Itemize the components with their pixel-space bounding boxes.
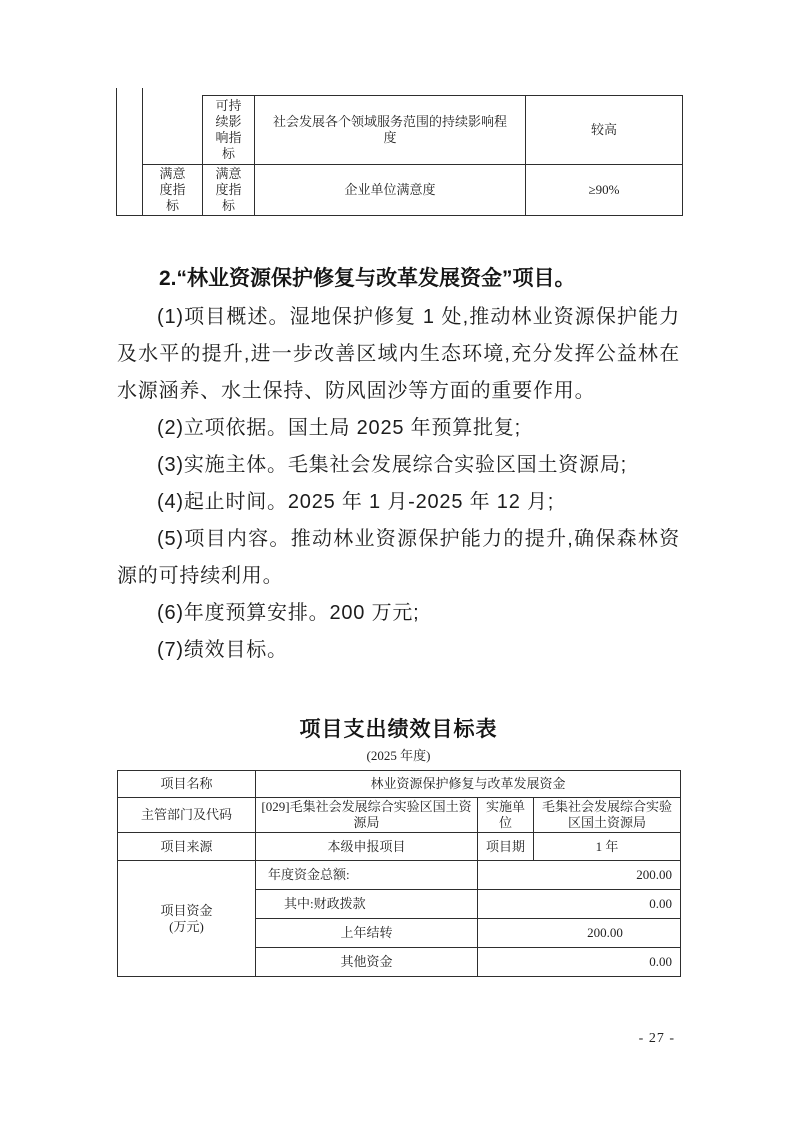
goal-table	[117, 770, 681, 977]
source-value: 本级申报项目	[256, 833, 478, 861]
paragraph-overview: (1)项目概述。湿地保护修复 1 处,推动林业资源保护能力及水平的提升,进一步改善区域内生态环境,充分发挥公益林在水源涵养、水土保持、防风固沙等方面的重要作用。	[117, 306, 680, 402]
table-row	[118, 833, 681, 861]
funds-label	[118, 861, 256, 977]
paragraph-budget: (6)年度预算安排。200 万元;	[157, 602, 420, 624]
other-funds-label: 其他资金	[256, 948, 478, 977]
funds-label-line1: 项目资金	[160, 902, 213, 918]
period-value: 1 年	[534, 833, 681, 861]
goal-table-subtitle: (2025 年度)	[366, 748, 431, 763]
fiscal-allocation-value: 0.00	[478, 890, 681, 919]
indicator-subcategory-cell: 可持续影响指标	[203, 96, 255, 165]
project-name-value: 林业资源保护修复与改革发展资金	[256, 771, 681, 798]
paragraph-implementer: (3)实施主体。毛集社会发展综合实验区国土资源局;	[157, 454, 627, 476]
indicator-category-cell: 满意度指标	[143, 165, 203, 216]
dept-value: [029]毛集社会发展综合实验区国土资源局	[256, 798, 478, 833]
paragraph-duration: (4)起止时间。2025 年 1 月-2025 年 12 月;	[157, 491, 555, 513]
indicator-name-cell: 企业单位满意度	[255, 165, 526, 216]
source-label: 项目来源	[118, 833, 256, 861]
indicator-category-cell	[143, 96, 203, 165]
paragraph-goal: (7)绩效目标。	[157, 639, 288, 661]
funds-label-line2: (万元)	[169, 918, 204, 934]
carryover-value: 200.00	[478, 919, 681, 948]
dept-label: 主管部门及代码	[118, 798, 256, 833]
section-heading: 2.“林业资源保护修复与改革发展资金”项目。	[159, 267, 576, 290]
impl-unit-label: 实施单位	[478, 798, 534, 833]
goal-table-title: 项目支出绩效目标表	[299, 717, 498, 741]
funds-total-value: 200.00	[478, 861, 681, 890]
paragraph-content: (5)项目内容。推动林业资源保护能力的提升,确保森林资源的可持续利用。	[117, 528, 680, 587]
funds-total-label: 年度资金总额:	[256, 861, 478, 890]
other-funds-value: 0.00	[478, 948, 681, 977]
table-row	[117, 165, 683, 216]
paragraph-basis: (2)立项依据。国土局 2025 年预算批复;	[157, 417, 522, 439]
indicator-group-cell	[117, 96, 143, 216]
page-number: - 27 -	[638, 1031, 675, 1046]
indicator-value-cell: 较高	[526, 96, 683, 165]
table-row	[118, 771, 681, 798]
indicator-subcategory-cell: 满意度指标	[203, 165, 255, 216]
impl-unit-value: 毛集社会发展综合实验区国土资源局	[534, 798, 681, 833]
period-label: 项目期	[478, 833, 534, 861]
section-body	[117, 299, 680, 669]
table-row	[118, 861, 681, 890]
indicator-name-cell: 社会发展各个领域服务范围的持续影响程度	[255, 96, 526, 165]
project-name-label: 项目名称	[118, 771, 256, 798]
indicator-table	[116, 95, 683, 216]
table-row	[118, 798, 681, 833]
table-row	[117, 96, 683, 165]
indicator-value-cell: ≥90%	[526, 165, 683, 216]
carryover-label: 上年结转	[256, 919, 478, 948]
fiscal-allocation-label: 其中:财政拨款	[256, 890, 478, 919]
